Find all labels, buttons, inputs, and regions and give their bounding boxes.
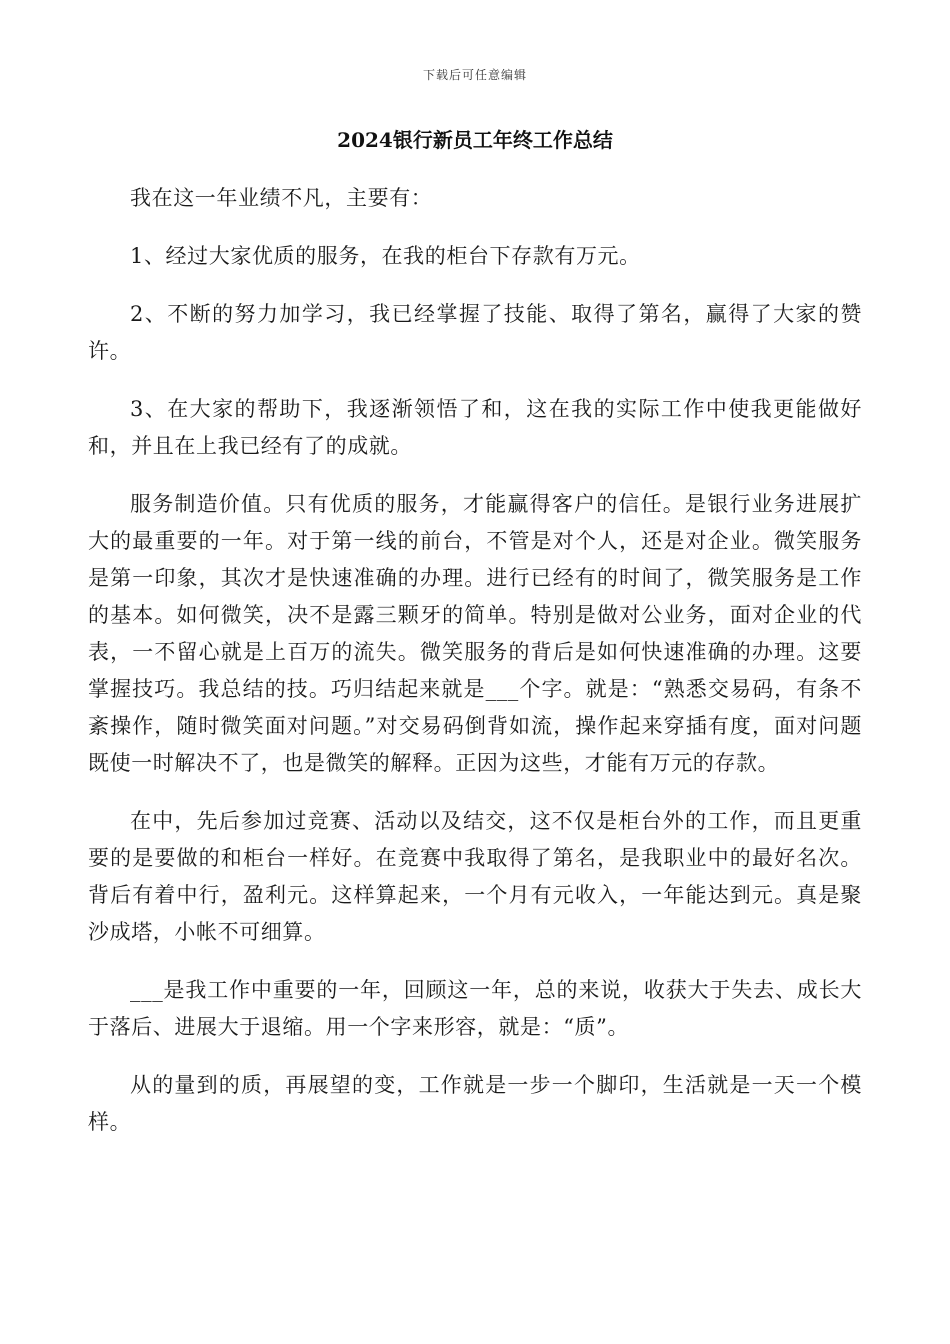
paragraph-item-2: 2、不断的努力加学习，我已经掌握了技能、取得了第名，赢得了大家的赞许。 <box>88 302 862 363</box>
paragraph-competition: 在中，先后参加过竞赛、活动以及结交，这不仅是柜台外的工作，而且更重要的是要做的和柜台一样好。在竞赛中我取得了第名，是我职业中的最好名次。背后有着中行，盈利元。这样算起来，一个月有元收入，一年能达到元。真是聚沙成塔，小帐不可细算。 <box>88 809 862 944</box>
paragraph-item-1: 1、经过大家优质的服务，在我的柜台下存款有万元。 <box>130 244 641 268</box>
paragraph-closing: 从的量到的质，再展望的变，工作就是一步一个脚印，生活就是一天一个模样。 <box>88 1073 862 1134</box>
document-title: 2024银行新员工年终工作总结 <box>337 128 613 152</box>
paragraph-service: 服务制造价值。只有优质的服务，才能赢得客户的信任。是银行业务进展扩大的最重要的一年。对于第一线的前台，不管是对个人，还是对企业。微笑服务是第一印象，其次才是快速准确的办理。进行已经有的时间了，微笑服务是工作的基本。如何微笑，决不是露三颗牙的简单。特别是做对公业务，面对企业的代表，一不留心就是上百万的流失。微笑服务的背后是如何快速准确的办理。这要掌握技巧。我总结的技。巧归结起来就是___个字。就是：“熟悉交易码，有条不紊操作，随时微笑面对问题。”对交易码倒背如流，操作起来穿插有度，面对问题既使一时解决不了，也是微笑的解释。正因为这些，才能有万元的存款。 <box>88 492 862 775</box>
paragraph-item-3: 3、在大家的帮助下，我逐渐领悟了和，这在我的实际工作中使我更能做好和，并且在上我已经有了的成就。 <box>88 397 862 458</box>
paragraph-review: ___是我工作中重要的一年，回顾这一年，总的来说，收获大于失去、成长大于落后、进展大于退缩。用一个字来形容，就是：“质”。 <box>88 978 862 1039</box>
paragraph-intro: 我在这一年业绩不凡，主要有： <box>130 186 433 210</box>
document-body <box>88 180 862 1162</box>
header-note: 下载后可任意编辑 <box>422 68 527 82</box>
